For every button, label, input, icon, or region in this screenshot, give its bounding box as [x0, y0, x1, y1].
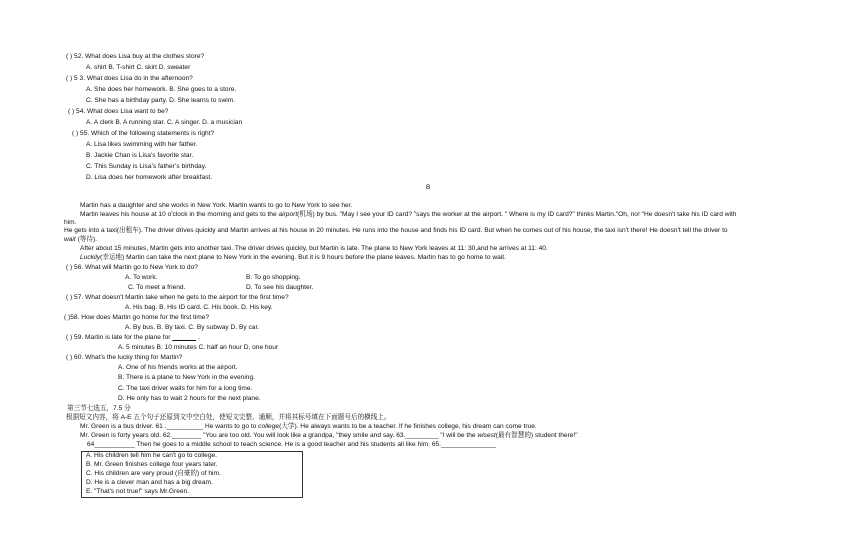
- q52-options: A. shirt B. T-shirt C. skirt D. sweater: [86, 64, 191, 71]
- blank-64[interactable]: ___________: [94, 441, 135, 448]
- passage-paragraph-4: After about 15 minutes, Martin gets into another taxi. The driver drives quickly, but Martin is late. The plane to New York leaves at 11: 30,and he arrives at 11: 40.: [80, 245, 548, 252]
- q58-options: A. By bus. B. By taxi. C. By subway D. By car.: [125, 324, 260, 331]
- q59-options: A. 5 minutes B. 10 minutes C. half an hour D, one hour: [118, 344, 279, 351]
- section-b-label: B: [426, 184, 431, 191]
- choice-d: D. He is a clever man and has a big dream.: [86, 479, 213, 486]
- q55-option-a: A. Lisa likes swimming with her father.: [86, 141, 198, 148]
- section-3-line-2: Mr. Green is forty years old. 62.________ "You are too old. You will look like a grandpa, "they smile and say. 63._________ "I will be the wisest(最有智慧的) student there!": [80, 432, 578, 439]
- q60-option-b: B. There is a plane to New York in the evening.: [118, 374, 255, 381]
- q60-option-a: A. One of his friends works at the airport.: [118, 364, 238, 371]
- q52-stem: ( ) 52. What does Lisa buy at the clothes store?: [66, 53, 205, 60]
- q58-stem: ( )58. How does Martin go home for the first time?: [64, 314, 210, 321]
- q53-options-cd: C. She has a birthday party. D. She learns to swim.: [86, 97, 236, 104]
- section-3-instruction: 根据短文内容，将 A-E 五个句子还原到文中空白处，使短文完整、通顺，并将其标号填在下面题号后的横线上。: [66, 414, 391, 421]
- section-3-line-1: Mr. Green is a bus driver. 61 .__________ He wants to go to college(大学). He always wants to be a teacher. If he finishes college, his dream can come true.: [80, 423, 537, 430]
- q56-option-b: B. To go shopping.: [246, 274, 301, 281]
- q57-options: A. His bag. B. His ID card. C. His book. D. His key.: [125, 304, 273, 311]
- q60-stem: ( ) 60. What's the lucky thing for Martin?: [66, 354, 183, 361]
- passage-paragraph-2-end: him.: [64, 219, 77, 226]
- passage-paragraph-2: Martin leaves his house at 10 o'clock in the morning and gets to the airport(机场) by bus. "May I see your ID card? "says the worker at the airport. " Where is my ID card?" thinks Martin."Oh, no! "He doesn't take his ID card with: [80, 211, 737, 218]
- q56-option-d: D. To see his daughter.: [246, 284, 314, 291]
- q56-option-c: C. To meet a friend.: [128, 284, 186, 291]
- choice-e: E. "That's not true!" says Mr.Green.: [86, 488, 190, 495]
- q60-option-d: D. He only has to wait 2 hours for the next plane.: [118, 395, 261, 402]
- blank-61[interactable]: __________: [166, 423, 204, 430]
- blank-65[interactable]: _______________: [441, 441, 497, 448]
- q56-stem: ( ) 56. What will Martin go to New York to do?: [66, 264, 198, 271]
- q53-options-ab: A. She does her homework. B. She goes to a store.: [86, 86, 237, 93]
- q59-stem: ( ) 59. Martin is late for the plane for .: [66, 334, 200, 341]
- q57-stem: ( ) 57. What doesn't Martin take when he gets to the airport for the first time?: [66, 294, 289, 301]
- q53-stem: ( ) 5 3. What does Lisa do in the afternoon?: [66, 75, 193, 82]
- q55-option-d: D. Lisa does her homework after breakfast.: [86, 174, 213, 181]
- q55-stem: ( ) 55. Which of the following statements is right?: [72, 130, 215, 137]
- passage-paragraph-3-end: wait (等待).: [64, 236, 97, 243]
- q56-option-a: A. To work.: [125, 274, 158, 281]
- section-3-line-3: 64___________ Then he goes to a middle school to teach science. He is a good teacher and his students all like him. 65._______________: [87, 441, 497, 448]
- passage-paragraph-1: Martin has a daughter and she works in New York. Martin wants to go to New York to see her.: [80, 202, 353, 209]
- q60-option-c: C. The taxi driver waits for him for a long time.: [118, 385, 253, 392]
- q59-blank[interactable]: [172, 334, 196, 341]
- blank-62[interactable]: ________: [171, 432, 202, 439]
- q55-option-c: C. This Sunday is Lisa’s father’s birthday.: [86, 163, 207, 170]
- choice-c: C. His children are very proud (自豪的) of him.: [86, 470, 221, 477]
- passage-paragraph-3: He gets into a taxi(出租车). The driver drives quickly and Martin arrives at his house in 20 minutes. He runs into the house and finds his ID card. But when he comes out of his house, the taxi isn't there! He doesn't tell the driver to: [64, 227, 728, 234]
- q54-options: A. A clerk B. A running star. C. A singer. D. a musician: [86, 119, 243, 126]
- blank-63[interactable]: _________: [405, 432, 439, 439]
- q55-option-b: B. Jackie Chan is Lisa’s favorite star.: [86, 152, 194, 159]
- section-3-heading: 第三节七选五，7.5 分: [67, 405, 131, 412]
- choice-a: A. His children tell him he can't go to college.: [86, 452, 218, 459]
- q54-stem: ( ) 54. What does Lisa want to be?: [68, 108, 169, 115]
- passage-paragraph-5: Luckily(幸运地) Martin can take the next plane to New York in the evening. But it is 9 hours before the plane leaves. Martin has to go home to wait.: [80, 254, 506, 261]
- choice-b: B. Mr. Green finishes college four years later.: [86, 461, 218, 468]
